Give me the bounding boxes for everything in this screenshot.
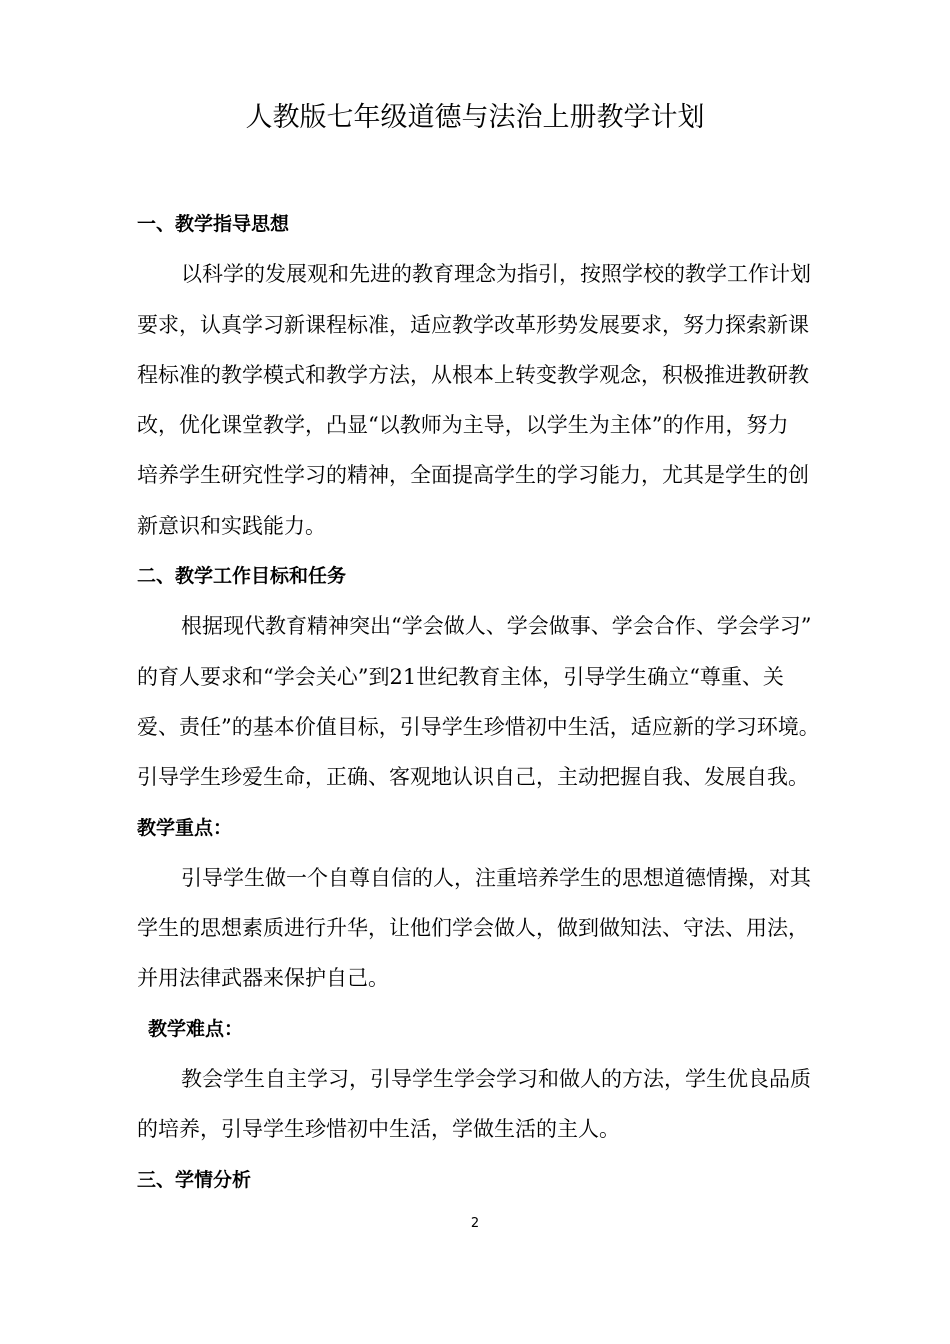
document-body [137,199,862,1205]
text-line: 的育人要求和“学会关心”到21世纪教育主体，引导学生确立“尊重、关 [137,664,784,689]
section-heading-student-analysis: 三、学情分析 [137,1168,252,1191]
paragraph-difficulties [137,1054,862,1155]
section-heading-guiding-ideology: 一、教学指导思想 [137,213,290,235]
section-heading-key-points: 教学重点： [137,816,233,839]
text-line: 爱、责任”的基本价值目标，引导学生珍惜初中生活，适应新的学习环境。 [137,714,820,739]
paragraph-key-points [137,853,862,1004]
text-line: 程标准的教学模式和教学方法，从根本上转变教学观念，积极推进教研教 [137,362,809,387]
text-line: 引导学生珍爱生命，正确、客观地认识自己，主动把握自我、发展自我。 [137,765,809,790]
text-line: 并用法律武器来保护自己。 [137,966,389,991]
text-line: 要求，认真学习新课程标准，适应教学改革形势发展要求，努力探索新课 [137,312,809,337]
text-line: 以科学的发展观和先进的教育理念为指引，按照学校的教学工作计划 [181,262,811,287]
document-title: 人教版七年级道德与法治上册教学计划 [245,102,705,133]
text-line: 培养学生研究性学习的精神，全面提高学生的学习能力，尤其是学生的创 [137,463,809,488]
text-line: 学生的思想素质进行升华，让他们学会做人，做到做知法、守法、用法， [137,916,809,941]
page-number: 2 [470,1216,480,1231]
text-line: 根据现代教育精神突出“学会做人、学会做事、学会合作、学会学习” [181,614,812,639]
section-heading-difficulties: 教学难点： [148,1017,244,1040]
text-line: 新意识和实践能力。 [137,513,326,538]
text-line: 引导学生做一个自尊自信的人，注重培养学生的思想道德情操，对其 [181,865,811,890]
paragraph-goals-tasks [137,601,862,802]
text-line: 改，优化课堂教学，凸显“以教师为主导，以学生为主体”的作用，努力 [137,413,789,438]
text-line: 教会学生自主学习，引导学生学会学习和做人的方法，学生优良品质 [181,1067,811,1092]
paragraph-guiding-ideology [137,249,862,551]
text-line: 的培养，引导学生珍惜初中生活，学做生活的主人。 [137,1117,620,1142]
section-heading-goals-tasks: 二、教学工作目标和任务 [137,565,347,588]
